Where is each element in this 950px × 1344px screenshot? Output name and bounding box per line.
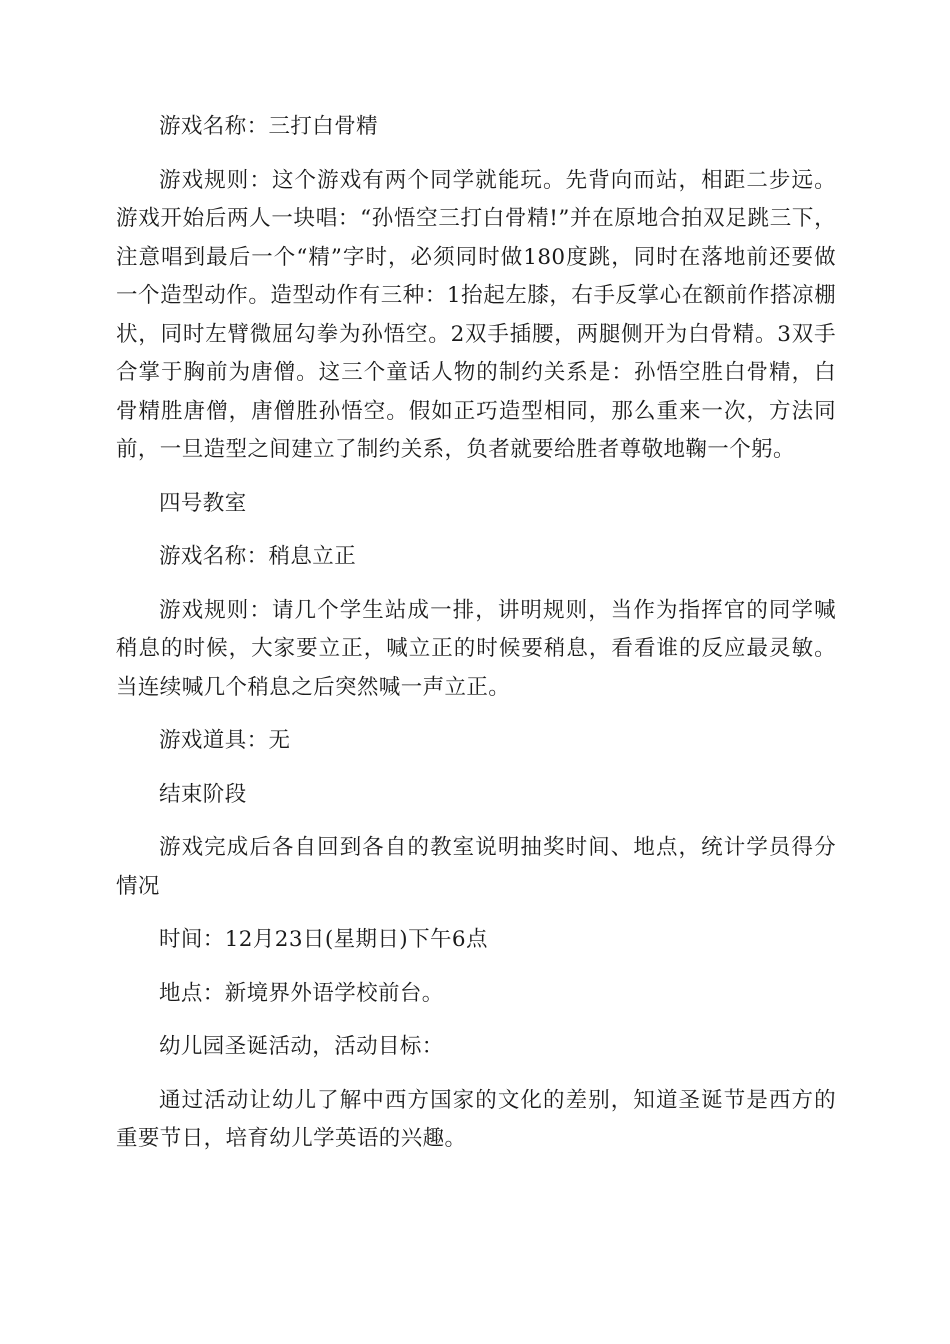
paragraph-ending-description: 游戏完成后各自回到各自的教室说明抽奖时间、地点，统计学员得分情况 [116,835,836,899]
document-body [116,108,836,1174]
paragraph-game-rules-1: 游戏规则：这个游戏有两个同学就能玩。先背向而站，相距二步远。游戏开始后两人一块唱：“孙悟空三打白骨精!”并在原地合拍双足跳三下，注意唱到最后一个“精”字时，必须同时做180度跳，同时在落地前还要做一个造型动作。造型动作有三种：1抬起左膝，右手反掌心在额前作搭凉棚状，同时左臂微屈勾拳为孙悟空。2双手插腰，两腿侧开为白骨精。3双手合掌于胸前为唐僧。这三个童话人物的制约关系是：孙悟空胜白骨精，白骨精胜唐僧，唐僧胜孙悟空。假如正巧造型相同，那么重来一次，方法同前，一旦造型之间建立了制约关系，负者就要给胜者尊敬地鞠一个躬。 [116,167,836,462]
paragraph-time: 时间：12月23日(星期日)下午6点 [159,927,488,952]
paragraph-game-rules-2: 游戏规则：请几个学生站成一排，讲明规则，当作为指挥官的同学喊稍息的时候，大家要立正，喊立正的时候要稍息，看看谁的反应最灵敏。当连续喊几个稍息之后突然喊一声立正。 [116,597,836,700]
paragraph-classroom-heading: 四号教室 [159,490,247,516]
paragraph-game-name-1: 游戏名称：三打白骨精 [159,114,379,139]
paragraph-activity-goal: 通过活动让幼儿了解中西方国家的文化的差别，知道圣诞节是西方的重要节日，培育幼儿学英语的兴趣。 [116,1087,836,1151]
paragraph-game-props: 游戏道具：无 [159,728,291,753]
paragraph-ending-stage: 结束阶段 [159,781,247,807]
paragraph-activity-goal-heading: 幼儿园圣诞活动，活动目标： [159,1034,444,1059]
paragraph-game-name-2: 游戏名称：稍息立正 [159,544,357,569]
paragraph-location: 地点：新境界外语学校前台。 [159,980,444,1006]
